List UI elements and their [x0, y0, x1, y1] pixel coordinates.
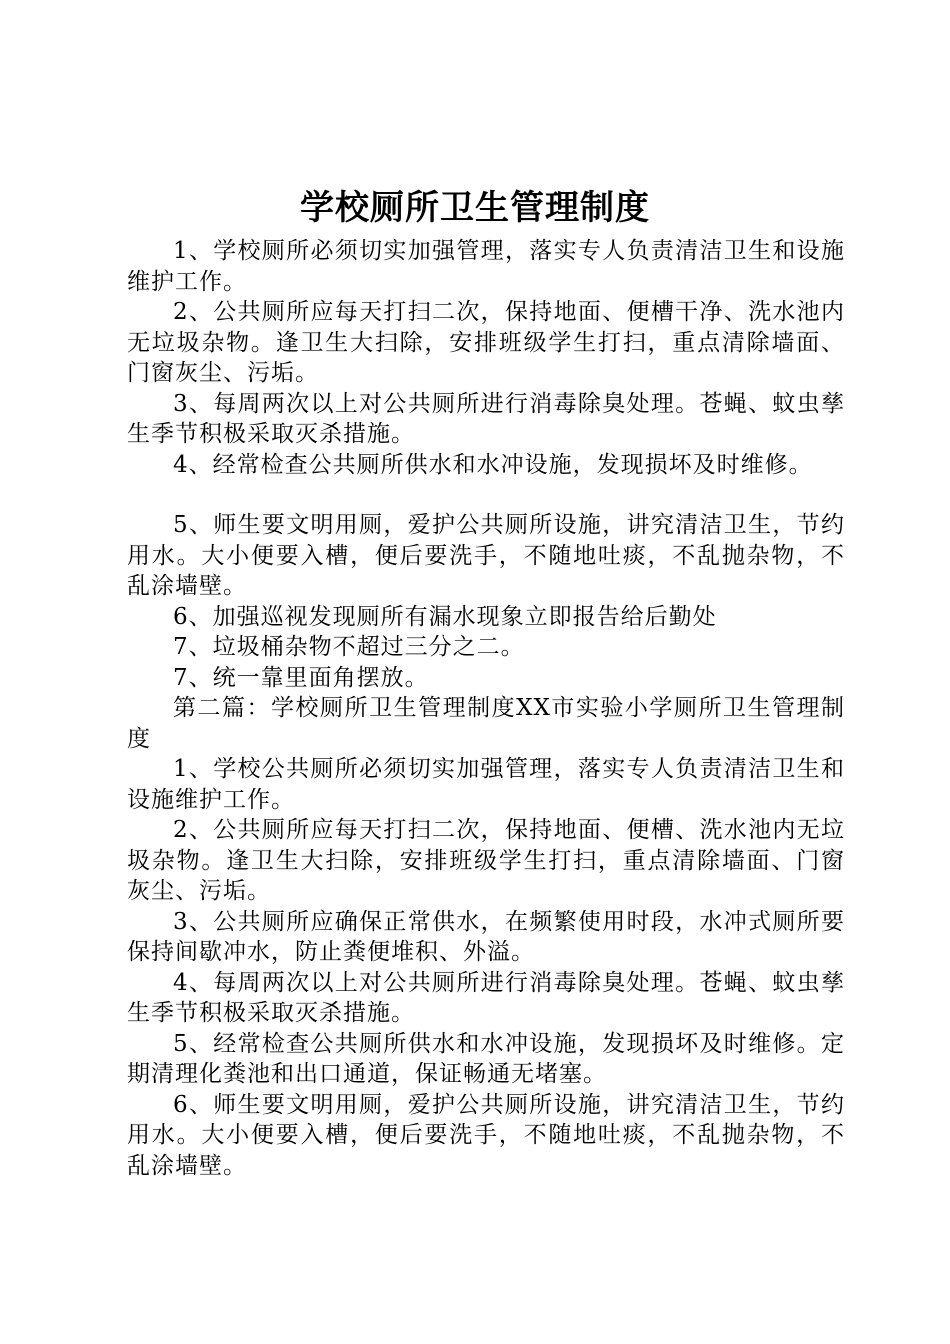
- paragraph-7: 7、垃圾桶杂物不超过三分之二。: [173, 634, 525, 660]
- paragraph-14: 5、经常检查公共厕所供水和水冲设施，发现损坏及时维修。定期清理化粪池和出口通道，保证畅通无堵塞。: [127, 1030, 845, 1087]
- paragraph-4: 4、经常检查公共厕所供水和水冲设施，发现损坏及时维修。: [173, 451, 813, 478]
- document-body: [127, 236, 845, 1181]
- section-heading-part-two: 第二篇：学校厕所卫生管理制度XX市实验小学厕所卫生管理制度: [127, 695, 845, 752]
- paragraph-10: 1、学校公共厕所必须切实加强管理，落实专人负责清洁卫生和设施维护工作。: [127, 756, 845, 813]
- paragraph-1: 1、学校厕所必须切实加强管理，落实专人负责清洁卫生和设施维护工作。: [127, 238, 845, 295]
- paragraph-5: 5、师生要文明用厕，爱护公共厕所设施，讲究清洁卫生，节约用水。大小便要入槽，便后要洗手，不随地吐痰，不乱抛杂物，不乱涂墙壁。: [127, 512, 845, 599]
- paragraph-15: 6、师生要文明用厕，爱护公共厕所设施，讲究清洁卫生，节约用水。大小便要入槽，便后要洗手，不随地吐痰，不乱抛杂物，不乱涂墙壁。: [127, 1091, 845, 1179]
- paragraph-13: 4、每周两次以上对公共厕所进行消毒除臭处理。苍蝇、蚊虫孳生季节积极采取灭杀措施。: [127, 969, 845, 1026]
- paragraph-12: 3、公共厕所应确保正常供水，在频繁使用时段，水冲式厕所要保持间歇冲水，防止粪便堆积、外溢。: [127, 908, 845, 965]
- paragraph-3: 3、每周两次以上对公共厕所进行消毒除臭处理。苍蝇、蚊虫孳生季节积极采取灭杀措施。: [127, 390, 845, 447]
- paragraph-11: 2、公共厕所应每天打扫二次，保持地面、便槽、洗水池内无垃圾杂物。逢卫生大扫除，安排班级学生打扫，重点清除墙面、门窗灰尘、污垢。: [127, 817, 845, 904]
- paragraph-8: 7、统一靠里面角摆放。: [173, 664, 429, 691]
- paragraph-2: 2、公共厕所应每天打扫二次，保持地面、便槽干净、洗水池内无垃圾杂物。逢卫生大扫除，安排班级学生打扫，重点清除墙面、门窗灰尘、污垢。: [127, 299, 845, 386]
- paragraph-6: 6、加强巡视发现厕所有漏水现象立即报告给后勤处: [173, 603, 717, 630]
- document-title: 学校厕所卫生管理制度: [300, 188, 650, 228]
